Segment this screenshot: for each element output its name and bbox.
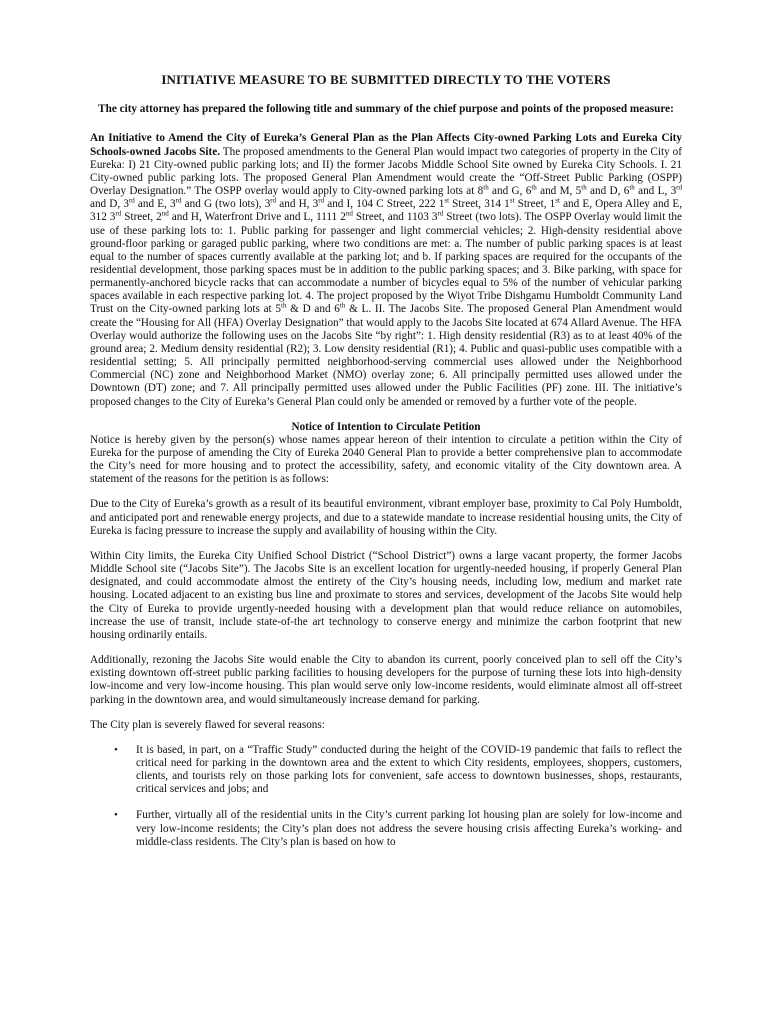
summary-text: and I, 104 C Street, 222 1 bbox=[324, 198, 445, 211]
notice-heading: Notice of Intention to Circulate Petition bbox=[291, 420, 481, 433]
ordinal-suffix: th bbox=[581, 183, 587, 192]
ordinal-suffix: st bbox=[444, 196, 450, 205]
summary-lead: An Initiative to Amend the City of Eureka’s General Plan as the Plan Affects City-owned Parking Lots and Eureka City Schools-owned Jacobs Site. bbox=[90, 132, 682, 158]
ordinal-suffix: rd bbox=[676, 183, 683, 192]
list-item bbox=[90, 744, 682, 797]
ordinal-suffix: rd bbox=[318, 196, 325, 205]
summary-text: Street, 2 bbox=[121, 211, 162, 224]
ordinal-suffix: nd bbox=[345, 209, 353, 218]
document-body bbox=[90, 72, 682, 862]
reasons-list bbox=[90, 744, 682, 849]
ordinal-suffix: th bbox=[629, 183, 635, 192]
ordinal-suffix: st bbox=[555, 196, 560, 205]
ordinal-suffix: rd bbox=[128, 196, 135, 205]
list-item-text: It is based, in part, on a “Traffic Study” conducted during the height of the COVID-19 pandemic that fails to reflect the critical need for parking in the downtown area and the extent to which City residents, employees, shoppers, customers, clients, and tourists rely on those parking lots for convenient, safe access to downtown businesses, shops, restaurants, critical services and jobs; and bbox=[136, 743, 682, 796]
document-title: INITIATIVE MEASURE TO BE SUBMITTED DIRECTLY TO THE VOTERS bbox=[161, 72, 611, 87]
summary-text: & L. II. The Jacobs Site. The proposed General Plan Amendment would create the “Housing for All (HFA) Overlay Designation” that would apply to the Jacobs Site located at 674 Allard Avenue. The HFA Overlay would authorize the following uses on the Jacobs Site “by right”: 1. High density residential (R3) as to at least 40% of the ground area; 2. Medium density residential (R2); 3. Low density residential (R1); 4. Public and quasi-public uses compatible with a residential setting; 5. All principally permitted neighborhood-serving commercial uses allowed under the Neighborhood Commercial (NC) zone and Neighborhood Market (NMO) overlay zone; 6. All principally permitted uses allowed under the Downtown (DT) zone; and 7. All principally permitted uses allowed under the Public Facilities (PF) zone. III. The initiative’s proposed changes to the City of Eureka’s General Plan could only be amended or removed by a further vote of the people. bbox=[90, 303, 683, 408]
ordinal-suffix: rd bbox=[270, 196, 277, 205]
summary-text: and H, 3 bbox=[276, 198, 319, 211]
summary-text: Street (two lots). The OSPP Overlay would limit the use of these parking lots to: 1. Public parking for passenger and light commercial vehicles; 2. High-density residential above ground-floor parking or garaged public parking, where two conditions are met: a. The number of public parking spaces is at least equal to the number of spaces currently available at the parking lot; and b. If parking spaces are required for the occupants of the residential development, those parking spaces must be in addition to the public parking spaces; and 3. Bike parking, with space for permanently-anchored bicycle racks that can accommodate a number of bicycles equal to 5% of the number of vehicular parking spaces available in each respective parking lot. 4. The project proposed by the Wiyot Tribe Dishgamu Humboldt Community Land Trust on the City-owned parking lots at 5 bbox=[90, 211, 682, 316]
ordinal-suffix: th bbox=[531, 183, 537, 192]
ordinal-suffix: rd bbox=[115, 209, 122, 218]
summary-text: Street, and 1103 3 bbox=[352, 211, 438, 224]
ordinal-suffix: st bbox=[509, 196, 515, 205]
summary-text: & D and 6 bbox=[286, 303, 340, 316]
summary-text: and G (two lots), 3 bbox=[181, 198, 271, 211]
summary-text: The proposed amendments to the General Plan would impact two categories of property in the City of Eureka: I) 21 City-owned public parking lots; and II) the former Jacobs Middle School Site owned by Eureka City Schools. I. 21 City-owned public parking lots. The proposed General Plan Amendment would create the “Off-Street Public Parking (OSPP) Overlay Designation.” The OSPP overlay would apply to City-owned parking lots at 8 bbox=[90, 145, 682, 198]
summary-text: and D, 3 bbox=[90, 198, 129, 211]
plan-flawed-paragraph: The City plan is severely flawed for several reasons: bbox=[90, 718, 325, 731]
summary-text: and L, 3 bbox=[634, 185, 677, 198]
ordinal-suffix: rd bbox=[175, 196, 182, 205]
ordinal-suffix: th bbox=[281, 301, 287, 310]
ordinal-suffix: rd bbox=[437, 209, 444, 218]
growth-paragraph: Due to the City of Eureka’s growth as a result of its beautiful environment, vibrant employer base, proximity to Cal Poly Humboldt, and anticipated port and renewable energy projects, and due to a statewide mandate to increase residential housing units, the City of Eureka is facing pressure to increase the supply and availability of housing within the City. bbox=[90, 498, 682, 537]
ordinal-suffix: nd bbox=[161, 209, 169, 218]
ordinal-suffix: th bbox=[483, 183, 489, 192]
summary-text: and D, 6 bbox=[586, 185, 630, 198]
jacobs-site-paragraph: Within City limits, the Eureka City Unified School District (“School District”) owns a large vacant property, the former Jacobs Middle School site (“Jacobs Site”). The Jacobs Site is an excellent location for urgently-needed housing, if properly General Plan designated, and could accommodate almost the entirety of the City’s housing needs, including low, medium and market rate housing. Located adjacent to an existing bus line and proximate to stores and services, development of the Jacobs Site would help the City of Eureka to provide urgently-needed housing with a development plan that would reduce reliance on automobiles, increase the use of transit, include state-of-the art technology to conserve energy and minimize the carbon footprint that new housing ordinarily entails. bbox=[90, 549, 682, 641]
list-item bbox=[90, 809, 682, 848]
summary-text: and M, 5 bbox=[536, 185, 582, 198]
document-subtitle: The city attorney has prepared the following title and summary of the chief purpose and points of the proposed measure: bbox=[98, 103, 674, 115]
summary-text: Street, 1 bbox=[514, 198, 556, 211]
bullet-icon: • bbox=[114, 809, 118, 822]
ordinal-suffix: th bbox=[339, 301, 346, 310]
notice-paragraph: Notice is hereby given by the person(s) whose names appear hereon of their intention to circulate a petition within the City of Eureka for the purpose of amending the City of Eureka 2040 General Plan to provide a better comprehensive plan to accommodate the City’s need for more housing and to protect the accessibility, safety, and economic vitality of the City downtown area. A statement of the reasons for the petition is as follows: bbox=[90, 433, 682, 486]
summary-text: and E, Opera Alley and E, 312 3 bbox=[90, 198, 682, 224]
rezoning-paragraph: Additionally, rezoning the Jacobs Site would enable the City to abandon its current, poorly conceived plan to sell off the City’s existing downtown off-street public parking facilities to housing developers for the purpose of turning these lots into high-density low-income and very low-income housing. This plan would serve only low-income residents, would eliminate almost all off-street parking in the downtown area, and would simultaneously increase demand for parking. bbox=[90, 654, 682, 706]
summary-text: Street, 314 1 bbox=[449, 198, 510, 211]
bullet-icon: • bbox=[114, 743, 118, 756]
summary-paragraph bbox=[90, 132, 682, 408]
summary-text: and E, 3 bbox=[134, 198, 176, 211]
summary-text: and G, 6 bbox=[488, 185, 532, 198]
list-item-text: Further, virtually all of the residential units in the City’s current parking lot housing plan are solely for low-income and very low-income residents; the City’s plan does not address the severe housing crisis affecting Eureka’s working- and middle-class residents. The City’s plan is based on how to bbox=[136, 809, 682, 848]
summary-text: and H, Waterfront Drive and L, 1111 2 bbox=[168, 211, 346, 224]
